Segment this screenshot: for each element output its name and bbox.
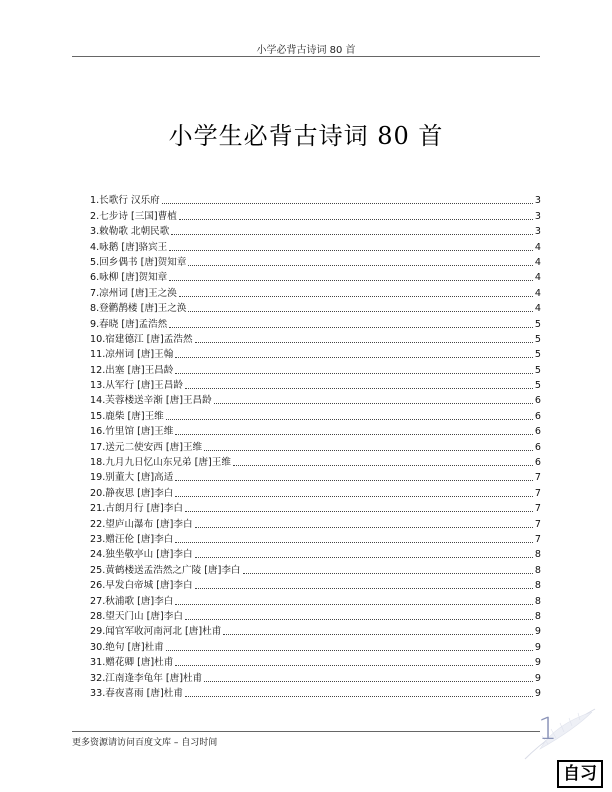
toc-dot-leader <box>185 696 533 697</box>
toc-entry[interactable] <box>90 423 541 438</box>
toc-dot-leader <box>185 511 533 512</box>
page-number: 1 <box>538 712 558 747</box>
toc-entry-page: 8 <box>534 610 541 622</box>
toc-entry-title: 32.江南逢李龟年 [唐]杜甫 <box>90 672 203 684</box>
toc-entry-title: 27.秋浦歌 [唐]李白 <box>90 595 174 607</box>
toc-dot-leader <box>188 265 532 266</box>
toc-entry[interactable] <box>90 608 541 623</box>
toc-entry[interactable] <box>90 546 541 561</box>
toc-entry[interactable] <box>90 238 541 253</box>
toc-entry-title: 12.出塞 [唐]王昌龄 <box>90 364 174 376</box>
toc-entry-page: 4 <box>534 241 541 253</box>
toc-entry[interactable] <box>90 638 541 653</box>
toc-dot-leader <box>175 496 533 497</box>
toc-entry-page: 5 <box>534 380 541 392</box>
toc-entry[interactable] <box>90 669 541 684</box>
toc-entry-page: 8 <box>534 549 541 561</box>
page-footer: 更多资源请访问百度文库 – 自习时间 <box>72 738 218 748</box>
toc-dot-leader <box>223 634 533 635</box>
toc-entry[interactable] <box>90 515 541 530</box>
toc-entry-title: 15.鹿柴 [唐]王维 <box>90 410 164 422</box>
toc-dot-leader <box>179 219 533 220</box>
toc-entry-title: 8.登鹳鹊楼 [唐]王之涣 <box>90 303 187 315</box>
toc-dot-leader <box>169 250 533 251</box>
toc-entry-title: 3.敕勒歌 北朝民歌 <box>90 226 170 238</box>
toc-entry[interactable] <box>90 454 541 469</box>
toc-entry[interactable] <box>90 254 541 269</box>
toc-dot-leader <box>169 327 533 328</box>
toc-entry-page: 9 <box>534 657 541 669</box>
toc-dot-leader <box>175 434 533 435</box>
toc-entry[interactable] <box>90 654 541 669</box>
document-title: 小学生必背古诗词 80 首 <box>168 122 444 150</box>
toc-entry-title: 26.早发白帝城 [唐]李白 <box>90 580 193 592</box>
toc-entry-title: 5.回乡偶书 [唐]贺知章 <box>90 256 187 268</box>
toc-dot-leader <box>214 403 533 404</box>
toc-entry-title: 19.别董大 [唐]高适 <box>90 472 174 484</box>
toc-entry-page: 9 <box>534 672 541 684</box>
toc-entry-page: 3 <box>534 210 541 222</box>
toc-entry-page: 6 <box>534 457 541 469</box>
toc-entry[interactable] <box>90 377 541 392</box>
toc-entry[interactable] <box>90 207 541 222</box>
toc-entry[interactable] <box>90 223 541 238</box>
toc-entry-title: 11.凉州词 [唐]王翰 <box>90 349 174 361</box>
toc-dot-leader <box>175 665 533 666</box>
toc-entry-page: 6 <box>534 410 541 422</box>
toc-entry[interactable] <box>90 531 541 546</box>
toc-entry-title: 18.九月九日忆山东兄弟 [唐]王维 <box>90 457 231 469</box>
toc-entry-page: 9 <box>534 641 541 653</box>
toc-entry[interactable] <box>90 192 541 207</box>
toc-entry-page: 4 <box>534 303 541 315</box>
feather-icon <box>520 704 600 764</box>
toc-entry[interactable] <box>90 269 541 284</box>
toc-dot-leader <box>233 465 533 466</box>
toc-dot-leader <box>195 557 533 558</box>
page-header: 小学必背古诗词 80 首 <box>256 45 356 56</box>
toc-entry-page: 4 <box>534 272 541 284</box>
toc-entry-page: 5 <box>534 333 541 345</box>
toc-dot-leader <box>166 650 533 651</box>
toc-entry[interactable] <box>90 346 541 361</box>
toc-entry[interactable] <box>90 469 541 484</box>
toc-entry-title: 14.芙蓉楼送辛渐 [唐]王昌龄 <box>90 395 212 407</box>
toc-entry-title: 20.静夜思 [唐]李白 <box>90 487 174 499</box>
toc-entry-title: 30.绝句 [唐]杜甫 <box>90 641 164 653</box>
toc-entry-page: 6 <box>534 395 541 407</box>
toc-entry-title: 33.春夜喜雨 [唐]杜甫 <box>90 687 183 699</box>
toc-entry-page: 7 <box>534 472 541 484</box>
toc-entry[interactable] <box>90 407 541 422</box>
toc-dot-leader <box>175 542 533 543</box>
toc-entry-page: 3 <box>534 226 541 238</box>
toc-entry-title: 17.送元二使安西 [唐]王维 <box>90 441 203 453</box>
toc-entry[interactable] <box>90 484 541 499</box>
toc-dot-leader <box>166 419 533 420</box>
toc-entry-title: 28.望天门山 [唐]李白 <box>90 610 183 622</box>
toc-entry-page: 5 <box>534 349 541 361</box>
toc-entry-page: 8 <box>534 580 541 592</box>
toc-entry-page: 6 <box>534 441 541 453</box>
toc-entry-title: 25.黄鹤楼送孟浩然之广陵 [唐]李白 <box>90 564 241 576</box>
toc-entry[interactable] <box>90 685 541 700</box>
toc-entry[interactable] <box>90 315 541 330</box>
table-of-contents <box>90 192 541 700</box>
toc-entry-title: 24.独坐敬亭山 [唐]李白 <box>90 549 193 561</box>
toc-dot-leader <box>162 203 533 204</box>
toc-dot-leader <box>185 619 533 620</box>
toc-entry-page: 7 <box>534 533 541 545</box>
toc-dot-leader <box>188 311 532 312</box>
toc-entry-page: 3 <box>534 195 541 207</box>
toc-dot-leader <box>204 681 533 682</box>
toc-entry[interactable] <box>90 361 541 376</box>
toc-entry-title: 23.赠汪伦 [唐]李白 <box>90 533 174 545</box>
toc-entry-page: 9 <box>534 626 541 638</box>
toc-entry-title: 4.咏鹅 [唐]骆宾王 <box>90 241 168 253</box>
toc-entry-title: 22.望庐山瀑布 [唐]李白 <box>90 518 193 530</box>
toc-dot-leader <box>195 527 533 528</box>
toc-dot-leader <box>179 296 533 297</box>
toc-entry-title: 9.春晓 [唐]孟浩然 <box>90 318 168 330</box>
toc-entry-page: 8 <box>534 564 541 576</box>
toc-entry-page: 8 <box>534 595 541 607</box>
toc-entry-title: 2.七步诗 [三国]曹植 <box>90 210 177 222</box>
toc-entry-page: 5 <box>534 318 541 330</box>
toc-dot-leader <box>175 604 533 605</box>
toc-entry[interactable] <box>90 500 541 515</box>
toc-entry[interactable] <box>90 561 541 576</box>
zixi-logo-stamp: 自习 <box>557 760 603 788</box>
toc-entry-page: 4 <box>534 287 541 299</box>
toc-entry[interactable] <box>90 577 541 592</box>
toc-entry-title: 29.闻官军收河南河北 [唐]杜甫 <box>90 626 222 638</box>
toc-dot-leader <box>243 573 533 574</box>
header-divider <box>72 56 540 57</box>
toc-entry[interactable] <box>90 623 541 638</box>
toc-entry[interactable] <box>90 592 541 607</box>
toc-entry-title: 31.赠花卿 [唐]杜甫 <box>90 657 174 669</box>
toc-entry-page: 4 <box>534 256 541 268</box>
toc-entry-page: 9 <box>534 687 541 699</box>
toc-entry-title: 7.凉州词 [唐]王之涣 <box>90 287 177 299</box>
toc-entry[interactable] <box>90 438 541 453</box>
footer-divider <box>72 731 540 732</box>
toc-entry-title: 16.竹里馆 [唐]王维 <box>90 426 174 438</box>
toc-dot-leader <box>195 588 533 589</box>
toc-entry-page: 7 <box>534 503 541 515</box>
toc-entry[interactable] <box>90 300 541 315</box>
toc-entry-title: 6.咏柳 [唐]贺知章 <box>90 272 168 284</box>
toc-entry-title: 21.古朗月行 [唐]李白 <box>90 503 183 515</box>
toc-entry[interactable] <box>90 284 541 299</box>
toc-dot-leader <box>169 280 533 281</box>
toc-entry-page: 7 <box>534 487 541 499</box>
toc-entry[interactable] <box>90 392 541 407</box>
toc-entry[interactable] <box>90 331 541 346</box>
toc-entry-title: 13.从军行 [唐]王昌龄 <box>90 380 183 392</box>
toc-entry-title: 10.宿建德江 [唐]孟浩然 <box>90 333 193 345</box>
toc-dot-leader <box>195 342 533 343</box>
toc-dot-leader <box>185 388 533 389</box>
toc-dot-leader <box>175 480 533 481</box>
toc-dot-leader <box>171 234 533 235</box>
toc-entry-page: 7 <box>534 518 541 530</box>
toc-entry-page: 5 <box>534 364 541 376</box>
toc-entry-title: 1.长歌行 汉乐府 <box>90 195 160 207</box>
toc-dot-leader <box>204 450 533 451</box>
toc-dot-leader <box>175 373 533 374</box>
toc-dot-leader <box>175 357 533 358</box>
toc-entry-page: 6 <box>534 426 541 438</box>
